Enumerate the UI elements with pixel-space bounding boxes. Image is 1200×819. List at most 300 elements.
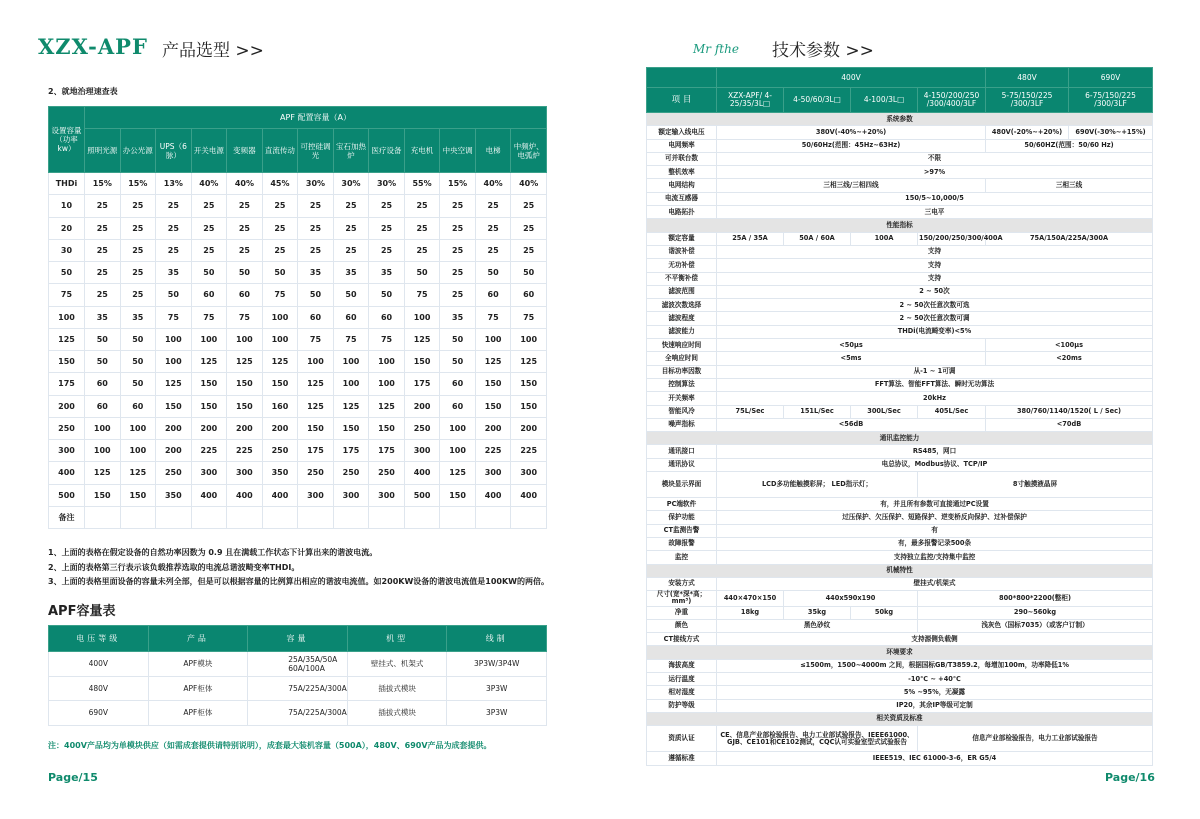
spec-value: 151L/Sec	[784, 405, 851, 418]
table-cell: 200	[191, 417, 227, 439]
spec-label: 净重	[647, 606, 717, 619]
spec-value: <50μs	[717, 339, 986, 352]
table-cell: 40%	[227, 173, 263, 195]
section-subtitle: 2、就地治理速查表	[48, 87, 118, 96]
table-cell: 100	[333, 373, 369, 395]
table-cell: 100	[262, 306, 298, 328]
table-cell: 125	[440, 462, 476, 484]
column-header: 照明光源	[85, 129, 121, 173]
table-cell: 250	[369, 462, 405, 484]
signature-logo: Mr fthe	[693, 42, 739, 56]
table-cell: 200	[227, 417, 263, 439]
table-cell: 50	[262, 262, 298, 284]
table-cell: 25	[333, 217, 369, 239]
spec-label: 资质认证	[647, 726, 717, 752]
table-cell: 25	[191, 239, 227, 261]
table-cell: 25	[191, 217, 227, 239]
spec-value: 300L/Sec	[851, 405, 918, 418]
row-header: 50	[49, 262, 85, 284]
table-cell: 150	[191, 395, 227, 417]
note: 1、上面的表格在假定设备的自然功率因数为 0.9 且在满载工作状态下计算出来的谐波电流。	[48, 548, 378, 557]
table-cell: 480V	[49, 676, 149, 701]
column-header: 直流传动	[262, 129, 298, 173]
table-cell: 25	[120, 262, 156, 284]
table-cell: 3P3W/3P4W	[447, 652, 547, 677]
spec-value: 290~560kg	[918, 606, 1153, 619]
row-header: 500	[49, 484, 85, 506]
spec-value: ≤1500m，1500~4000m 之间，根据国标GB/T3859.2，每增加100m，功率降低1%	[717, 659, 1153, 672]
table-cell	[475, 506, 511, 528]
spec-value: FFT算法、智能FFT算法、瞬时无功算法	[717, 378, 1153, 391]
item-header: 项 目	[647, 88, 717, 113]
table-cell: 25	[440, 195, 476, 217]
table-cell: 25	[191, 195, 227, 217]
table-cell: 15%	[85, 173, 121, 195]
table-cell: 25	[440, 262, 476, 284]
spec-row	[647, 606, 1153, 619]
spec-label: 安装方式	[647, 577, 717, 590]
table-cell: 100	[262, 328, 298, 350]
column-header: 办公光源	[120, 129, 156, 173]
spec-row	[647, 312, 1153, 325]
table-cell: 150	[475, 395, 511, 417]
spec-value: IP20，其余IP等级可定制	[717, 699, 1153, 712]
spec-value: 8寸触摸液晶屏	[918, 472, 1153, 498]
table-cell: 150	[227, 395, 263, 417]
model-header: 4-150/200/250 /300/400/3LF	[918, 88, 986, 113]
table-cell: 100	[298, 351, 334, 373]
table-cell: 25	[262, 217, 298, 239]
spec-value: 有，最多报警记录500条	[717, 537, 1153, 550]
table-cell: 25	[298, 217, 334, 239]
table-cell: 40%	[191, 173, 227, 195]
table-cell: 175	[404, 373, 440, 395]
spec-label: PC端软件	[647, 498, 717, 511]
model-header: 6-75/150/225 /300/3LF	[1069, 88, 1153, 113]
table-cell: 150	[227, 373, 263, 395]
spec-label: 额定输入线电压	[647, 126, 717, 139]
table-cell: 75	[227, 306, 263, 328]
blank-header	[647, 68, 717, 88]
table-cell: 25	[298, 195, 334, 217]
table-cell: 200	[404, 395, 440, 417]
table-cell: 35	[369, 262, 405, 284]
spec-label: 运行温度	[647, 673, 717, 686]
page-title: 技术参数 >>	[772, 41, 874, 61]
table-cell: 350	[262, 462, 298, 484]
spec-label: CT接线方式	[647, 633, 717, 646]
table-cell: 3P3W	[447, 676, 547, 701]
row-header: 75	[49, 284, 85, 306]
spec-label: 开关频率	[647, 392, 717, 405]
table-cell: 50	[298, 284, 334, 306]
column-header: 中央空调	[440, 129, 476, 173]
table-cell: 25	[333, 195, 369, 217]
table-cell	[333, 506, 369, 528]
spec-value: <70dB	[986, 418, 1153, 431]
table-cell: 25	[227, 217, 263, 239]
column-header: 充电机	[404, 129, 440, 173]
spec-label: 滤波范围	[647, 285, 717, 298]
table-cell: 25	[404, 195, 440, 217]
spec-label: 噪声指标	[647, 418, 717, 431]
table-cell: 13%	[156, 173, 192, 195]
table-cell: 35	[440, 306, 476, 328]
spec-label: 目标功率因数	[647, 365, 717, 378]
table-cell: 25	[511, 195, 547, 217]
row-header: 10	[49, 195, 85, 217]
table-cell: 35	[85, 306, 121, 328]
spec-value: 480V(-20%~+20%)	[986, 126, 1069, 139]
table-cell: 100	[475, 328, 511, 350]
spec-row	[647, 511, 1153, 524]
table-cell: 125	[85, 462, 121, 484]
spec-row	[647, 686, 1153, 699]
spec-row	[647, 245, 1153, 258]
table-row	[49, 417, 547, 439]
spec-label: CT监测告警	[647, 524, 717, 537]
table-cell: 100	[440, 440, 476, 462]
table-cell: 50	[120, 351, 156, 373]
spec-label: 滤波能力	[647, 325, 717, 338]
table-cell	[156, 506, 192, 528]
table-cell: 50	[191, 262, 227, 284]
table-cell: 100	[369, 373, 405, 395]
section-title: 系统参数	[647, 113, 1153, 126]
table-cell: APF模块	[148, 652, 248, 677]
table-cell	[191, 506, 227, 528]
spec-label: 保护功能	[647, 511, 717, 524]
table-cell: 100	[156, 328, 192, 350]
spec-row	[647, 726, 1153, 752]
spec-row	[647, 299, 1153, 312]
table-cell: 35	[156, 262, 192, 284]
page-title: 产品选型 >>	[162, 41, 264, 61]
spec-row	[647, 339, 1153, 352]
table-cell: 75	[404, 284, 440, 306]
table-cell: 100	[156, 351, 192, 373]
spec-row	[647, 166, 1153, 179]
spec-row	[647, 405, 1153, 418]
table-cell: 25	[156, 239, 192, 261]
spec-label: 监控	[647, 551, 717, 564]
spec-label: 控制算法	[647, 378, 717, 391]
table-cell: 60	[440, 373, 476, 395]
table-cell: 25	[475, 239, 511, 261]
section-row	[647, 712, 1153, 725]
table-cell: 25	[440, 217, 476, 239]
table-cell: 175	[333, 440, 369, 462]
table-cell: 150	[440, 484, 476, 506]
table-cell: 300	[369, 484, 405, 506]
table-cell: 25	[511, 239, 547, 261]
table-cell: 60	[369, 306, 405, 328]
table-cell: 75	[369, 328, 405, 350]
table-cell: 25	[85, 195, 121, 217]
table-cell: 300	[191, 462, 227, 484]
table-cell: 125	[262, 351, 298, 373]
section-row	[647, 432, 1153, 445]
table-cell: 插拔式模块	[347, 676, 447, 701]
table-cell: 100	[440, 417, 476, 439]
spec-value: 三电平	[717, 206, 1153, 219]
column-header: 电梯	[475, 129, 511, 173]
row-header: 400	[49, 462, 85, 484]
spec-value: <56dB	[717, 418, 986, 431]
spec-row	[647, 458, 1153, 471]
column-header: 中频炉、电弧炉	[511, 129, 547, 173]
table-cell: 25	[440, 284, 476, 306]
spec-label: 滤波次数选择	[647, 299, 717, 312]
row-header: 30	[49, 239, 85, 261]
table-cell: 75	[156, 306, 192, 328]
table-cell: 50	[511, 262, 547, 284]
table-cell: 690V	[49, 701, 149, 726]
table-cell: 150	[262, 373, 298, 395]
spec-label: 模块显示界面	[647, 472, 717, 498]
table-cell: 150	[120, 484, 156, 506]
spec-value: 50/60Hz(范围：45Hz~63Hz)	[717, 139, 986, 152]
table-cell: 75	[475, 306, 511, 328]
table-cell: 35	[333, 262, 369, 284]
column-header: 医疗设备	[369, 129, 405, 173]
table-cell: 150	[475, 373, 511, 395]
spec-row	[647, 445, 1153, 458]
section-row	[647, 564, 1153, 577]
section-title: 相关资质及标准	[647, 712, 1153, 725]
table-row	[49, 217, 547, 239]
table-cell: 60	[191, 284, 227, 306]
spec-row	[647, 472, 1153, 498]
page-number: Page/16	[1105, 771, 1155, 784]
table-row	[49, 373, 547, 395]
voltage-header: 400V	[717, 68, 986, 88]
spec-value: 380/760/1140/1520( L / Sec)	[986, 405, 1153, 418]
spec-value: 过压保护、欠压保护、短路保护、逆变桥反向保护、过补偿保护	[717, 511, 1153, 524]
table-cell: 500	[404, 484, 440, 506]
table-cell: 50	[475, 262, 511, 284]
table-cell: 60	[85, 395, 121, 417]
table-cell: 25	[85, 239, 121, 261]
table-cell: 175	[298, 440, 334, 462]
table-cell: 200	[156, 440, 192, 462]
table-cell: 100	[191, 328, 227, 350]
spec-row	[647, 378, 1153, 391]
spec-row	[647, 659, 1153, 672]
row-header: 250	[49, 417, 85, 439]
spec-value: 支持独立监控/支持集中监控	[717, 551, 1153, 564]
table-cell: 225	[227, 440, 263, 462]
spec-label: 遵循标准	[647, 752, 717, 765]
harmonic-quick-reference-table	[48, 106, 547, 529]
table-cell: 60	[85, 373, 121, 395]
column-header: 机型	[347, 626, 447, 652]
table-cell: 200	[156, 417, 192, 439]
table-cell: 75A/225A/300A	[248, 701, 348, 726]
notes	[48, 546, 549, 590]
table-cell: 250	[404, 417, 440, 439]
table-cell: 25	[369, 195, 405, 217]
table-cell: 50	[369, 284, 405, 306]
spec-value: 有，并且所有参数可直接通过PC设置	[717, 498, 1153, 511]
spec-label: 谐波补偿	[647, 245, 717, 258]
column-header: 宝石加热炉	[333, 129, 369, 173]
spec-row	[647, 633, 1153, 646]
table-cell: 75	[333, 328, 369, 350]
table-cell: 150	[511, 373, 547, 395]
table-cell: 50	[333, 284, 369, 306]
row-header: 备注	[49, 506, 85, 528]
model-header: 5-75/150/225 /300/3LF	[986, 88, 1069, 113]
table-cell: 60	[227, 284, 263, 306]
table-row	[49, 395, 547, 417]
spec-label: 电网结构	[647, 179, 717, 192]
table-cell: 30%	[333, 173, 369, 195]
spec-value: LCD多功能触摸彩屏； LED指示灯；	[717, 472, 918, 498]
spec-value: 2 ~ 50次任意次数可选	[717, 299, 1153, 312]
page-number: Page/15	[48, 771, 98, 784]
section-row	[647, 113, 1153, 126]
spec-row	[647, 619, 1153, 632]
table-cell: 100	[404, 306, 440, 328]
spec-row	[647, 152, 1153, 165]
spec-value: 75L/Sec	[717, 405, 784, 418]
section-title: 机械特性	[647, 564, 1153, 577]
spec-value: 支持源侧负载侧	[717, 633, 1153, 646]
spec-value: 100A	[851, 232, 918, 245]
table-cell: 75A/225A/300A	[248, 676, 348, 701]
row-header: 150	[49, 351, 85, 373]
table-row	[49, 676, 547, 701]
spec-row	[647, 591, 1153, 607]
table-cell	[298, 506, 334, 528]
table-cell: 125	[333, 395, 369, 417]
table-cell: 55%	[404, 173, 440, 195]
table-cell: 400	[475, 484, 511, 506]
table-cell: 3P3W	[447, 701, 547, 726]
spec-row	[647, 206, 1153, 219]
spec-value: 不限	[717, 152, 1153, 165]
spec-label: 电路拓扑	[647, 206, 717, 219]
table-cell: 400V	[49, 652, 149, 677]
spec-label: 海拔高度	[647, 659, 717, 672]
spec-label: 快速响应时间	[647, 339, 717, 352]
spec-value: 2 ~ 50次	[717, 285, 1153, 298]
spec-row	[647, 524, 1153, 537]
table-cell: 125	[191, 351, 227, 373]
table-cell: 60	[475, 284, 511, 306]
spec-row	[647, 126, 1153, 139]
table-cell: 300	[475, 462, 511, 484]
spec-value: -10℃ ~ +40℃	[717, 673, 1153, 686]
spec-label: 颜色	[647, 619, 717, 632]
table-cell: 30%	[298, 173, 334, 195]
table-cell: 100	[85, 440, 121, 462]
spec-value: 信息产业部检验报告，电力工业部试验报告	[918, 726, 1153, 752]
spec-row	[647, 551, 1153, 564]
table-cell: 200	[511, 417, 547, 439]
table-cell: 300	[333, 484, 369, 506]
spec-value: IEEE519、IEC 61000-3-6，ER G5/4	[717, 752, 1153, 765]
spec-label: 全响应时间	[647, 352, 717, 365]
corner-header: 设置容量（功率kw）	[49, 107, 85, 173]
note: 2、上面的表格第三行表示该负载推荐选取的电流总谐波畸变率THDI。	[48, 562, 300, 572]
table-cell: 400	[262, 484, 298, 506]
capacity-table-title: APF容量表	[48, 604, 116, 619]
table-cell: APF柜体	[148, 676, 248, 701]
brand-logo: XZX-APF	[38, 34, 148, 59]
table-cell: 25	[262, 239, 298, 261]
spec-label: 智能风冷	[647, 405, 717, 418]
table-cell: 60	[120, 395, 156, 417]
table-cell: 100	[120, 417, 156, 439]
table-cell: 250	[262, 440, 298, 462]
table-row	[49, 351, 547, 373]
spec-label: 防护等级	[647, 699, 717, 712]
spec-value: <5ms	[717, 352, 986, 365]
spec-value: 壁挂式/机架式	[717, 577, 1153, 590]
spec-value: 三相三线/三相四线	[717, 179, 986, 192]
table-row	[49, 262, 547, 284]
table-row	[49, 462, 547, 484]
table-cell: 400	[227, 484, 263, 506]
spec-value: 440×470×150	[717, 591, 784, 607]
spec-label: 通讯接口	[647, 445, 717, 458]
spec-value: 浅灰色（国标7035）（或客户订制）	[918, 619, 1153, 632]
spec-row	[647, 139, 1153, 152]
table-cell: 160	[262, 395, 298, 417]
table-cell: 100	[85, 417, 121, 439]
spec-value: 50/60HZ(范围：50/60 Hz)	[986, 139, 1153, 152]
table-cell: 150	[156, 395, 192, 417]
table-cell: 50	[440, 328, 476, 350]
table-cell: 200	[262, 417, 298, 439]
table-cell: 400	[511, 484, 547, 506]
table-cell: 300	[404, 440, 440, 462]
table-cell: 225	[511, 440, 547, 462]
spec-row	[647, 673, 1153, 686]
spec-row	[647, 752, 1153, 765]
table-cell: 125	[511, 351, 547, 373]
table-cell: 25	[85, 284, 121, 306]
column-header: 变频器	[227, 129, 263, 173]
table-row	[49, 701, 547, 726]
table-cell: 25	[120, 284, 156, 306]
table-cell: 25	[85, 217, 121, 239]
spec-value: 75A/150A/225A/300A	[986, 232, 1153, 245]
table-cell: 100	[227, 328, 263, 350]
table-row	[49, 506, 547, 528]
table-row	[49, 328, 547, 350]
model-header: XZX-APF/ 4-25/35/3L□	[717, 88, 784, 113]
section-row	[647, 646, 1153, 659]
spec-label: 通讯协议	[647, 458, 717, 471]
technical-spec-table	[646, 67, 1153, 766]
table-cell: 150	[404, 351, 440, 373]
section-title: 环境要求	[647, 646, 1153, 659]
spec-value: 18kg	[717, 606, 784, 619]
table-cell: 40%	[475, 173, 511, 195]
table-cell: 150	[191, 373, 227, 395]
table-cell: 50	[120, 373, 156, 395]
table-cell: 350	[156, 484, 192, 506]
row-header: 125	[49, 328, 85, 350]
spec-value: 支持	[717, 259, 1153, 272]
spec-value: 电总协议，Modbus协议、TCP/IP	[717, 458, 1153, 471]
spec-value: 支持	[717, 272, 1153, 285]
spec-row	[647, 192, 1153, 205]
column-header: 开关电源	[191, 129, 227, 173]
